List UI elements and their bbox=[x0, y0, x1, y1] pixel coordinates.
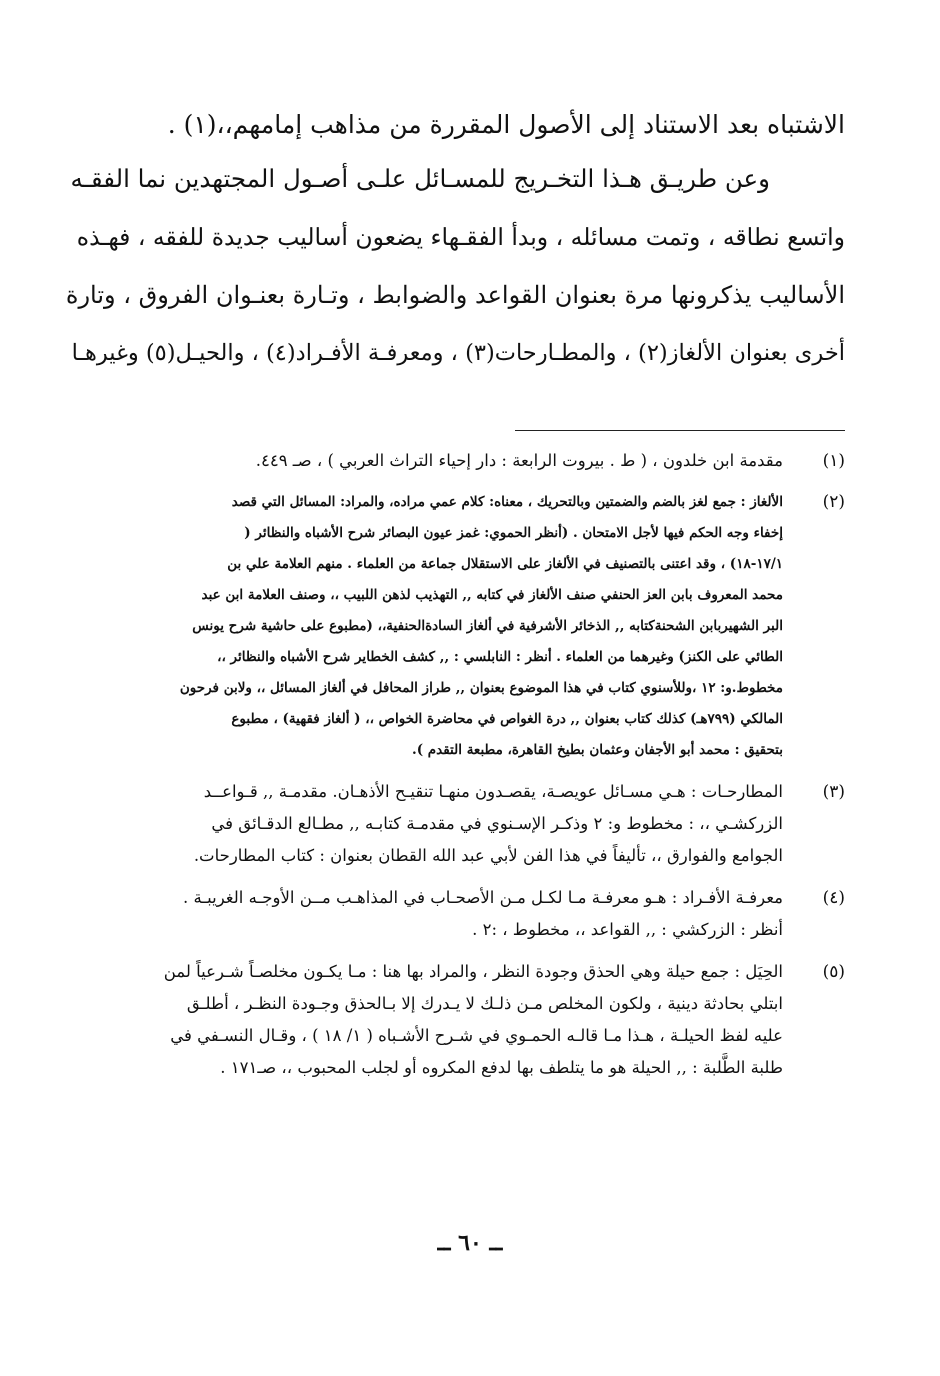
footnote-text bbox=[65, 487, 783, 766]
footnote-line: الطائي على الكنز) وغيرهما من العلماء . أنظر : النابلسي : ,, كشف الخطاير شرح الأشباه والنظائر ،، bbox=[217, 649, 783, 665]
footnote-number: (١) bbox=[822, 451, 845, 471]
footnote-line: بتحقيق : محمد أبو الأجفان وعثمان بطيخ القاهرة، مطبعة التقدم ). bbox=[412, 742, 783, 758]
footnote-text bbox=[65, 956, 783, 1084]
footnote-number: (٢) bbox=[822, 492, 845, 512]
text-line: أخرى بعنوان الألغاز(٢) ، والمطـارحات(٣) ، ومعرفـة الأفـراد(٤) ، والحيـل(٥) وغيرهـا bbox=[71, 340, 845, 366]
text-line: الأساليب يذكرونها مرة بعنوان القواعد والضوابط ، وتـارة بعنـوان الفروق ، وتارة bbox=[65, 281, 845, 309]
footnote-line: ١٧/١-١٨) ، وقد اعتنى بالتصنيف في الألغاز على الاستقلال جماعة من العلماء . منهم العلامة علي بن bbox=[227, 556, 783, 572]
footnotes bbox=[65, 445, 845, 1094]
footnote bbox=[65, 776, 845, 872]
footnote-line: ابتلي بحادثة دينية ، ولكون المخلص مـن ذلـك لا يـدرك إلا بـالحذق وجـودة النظـر ، أطلـق bbox=[186, 994, 783, 1013]
footnote-line: طلبة الطَّلبة : ,, الحيلة هو ما يتلطف بها لدفع المكروه أو لجلب المحبوب ،، صـ١٧١ . bbox=[220, 1058, 783, 1077]
footnote bbox=[65, 487, 845, 766]
footnote-line: الألغاز : جمع لغز بالضم والضمتين وبالتحريك ، معناه: كلام عمي مراده، والمراد: المسائل التي قصد bbox=[231, 494, 783, 510]
footnote-number: (٥) bbox=[822, 962, 845, 982]
footnote-line: عليه لفظ الحيلـة ، هـذا مـا قالـه الحمـوي في شـرح الأشـباه ( ١/ ١٨ ) ، وقـال النسـفي في bbox=[170, 1026, 783, 1045]
footnote-number: (٤) bbox=[822, 888, 845, 908]
text-line: الاشتباه بعد الاستناد إلى الأصول المقررة من مذاهب إمامهم،،(١) . bbox=[167, 110, 845, 139]
footnote-text bbox=[65, 445, 783, 477]
main-text bbox=[65, 100, 845, 382]
footnote-line: أنظر : الزركشي : ,, القواعد ،، مخطوط ، :٢ . bbox=[472, 920, 783, 939]
text-line: وعن طريـق هـذا التخـريج للمسـائل علـى أصـول المجتهدين نما الفقـه bbox=[70, 164, 770, 193]
page-number: ــ ٦٠ ــ bbox=[437, 1230, 503, 1256]
footnote-number: (٣) bbox=[822, 782, 845, 802]
footnote-line: مخطوط.و: ١٢ ،وللأسنوي كتاب في هذا الموضوع بعنوان ,, طراز المحافل في ألغاز المسائل ،، ولابن فرحون bbox=[179, 680, 783, 696]
footnote-line: الحِيَل : جمع حيلة وهي الحذق وجودة النظر ، والمراد بها هنا : مـا يكـون مخلصـاً شـرعياً لمن bbox=[163, 962, 783, 981]
paragraph bbox=[65, 150, 845, 382]
footnote-text bbox=[65, 882, 783, 946]
footnote-line: المطارحـات : هـي مسـائل عويصـة، يقصـدون منهـا تنقيـح الأذهـان. مقدمـة ,, قـواعــد bbox=[203, 782, 783, 801]
footnote-line: مقدمة ابن خلدون ، ( ط . بيروت الرابعة : دار إحياء التراث العربي ) ، صـ ٤٤٩. bbox=[255, 451, 783, 470]
footnote-line: البر الشهيربابن الشحنةكتابه ,, الذخائر الأشرفية في ألغاز السادةالحنفية،، (مطبوع على حاشية شرح يونس bbox=[192, 618, 783, 634]
footnote bbox=[65, 882, 845, 946]
footnote-line: معرفـة الأفـراد : هـو معرفـة مـا لكـل مـن الأصحـاب في المذاهـب مــن الأوجـه الغريبـة . bbox=[182, 888, 783, 907]
footnote-line: محمد المعروف بابن العز الحنفي صنف الألغاز في كتابه ,, التهذيب لذهن اللبيب ،، وصنف العلامة ابن عبد bbox=[201, 587, 783, 603]
footnote-line: الجوامع والفوارق ،، تأليفاً في هذا الفن لأبي عبد الله القطان بعنوان : كتاب المطارحات. bbox=[193, 846, 783, 865]
footnote-text bbox=[65, 776, 783, 872]
paragraph-continued bbox=[65, 100, 845, 150]
footnote-separator bbox=[515, 430, 845, 431]
footnote-line: إخفاء وجه الحكم فيها لأجل الامتحان . (أنظر الحموي: غمز عيون البصائر شرح الأشباه والنظائر ( bbox=[244, 525, 783, 541]
text-line: واتسع نطاقه ، وتمت مسائله ، وبدأ الفقـهاء يضعون أساليب جديدة للفقه ، فهـذه bbox=[76, 223, 845, 251]
footnote-line: الزركشـي ،، : مخطوط و: ٢ وذكـر الإسـنوي في مقدمـة كتابـه ,, مطـالع الدقـائق في bbox=[211, 814, 783, 833]
footnote bbox=[65, 956, 845, 1084]
footnote bbox=[65, 445, 845, 477]
footnote-line: المالكي (٧٩٩هـ) كذلك كتاب بعنوان ,, درة الغواص في محاضرة الخواص ،، ( ألغاز فقهية) ، مطبوع bbox=[231, 711, 783, 727]
